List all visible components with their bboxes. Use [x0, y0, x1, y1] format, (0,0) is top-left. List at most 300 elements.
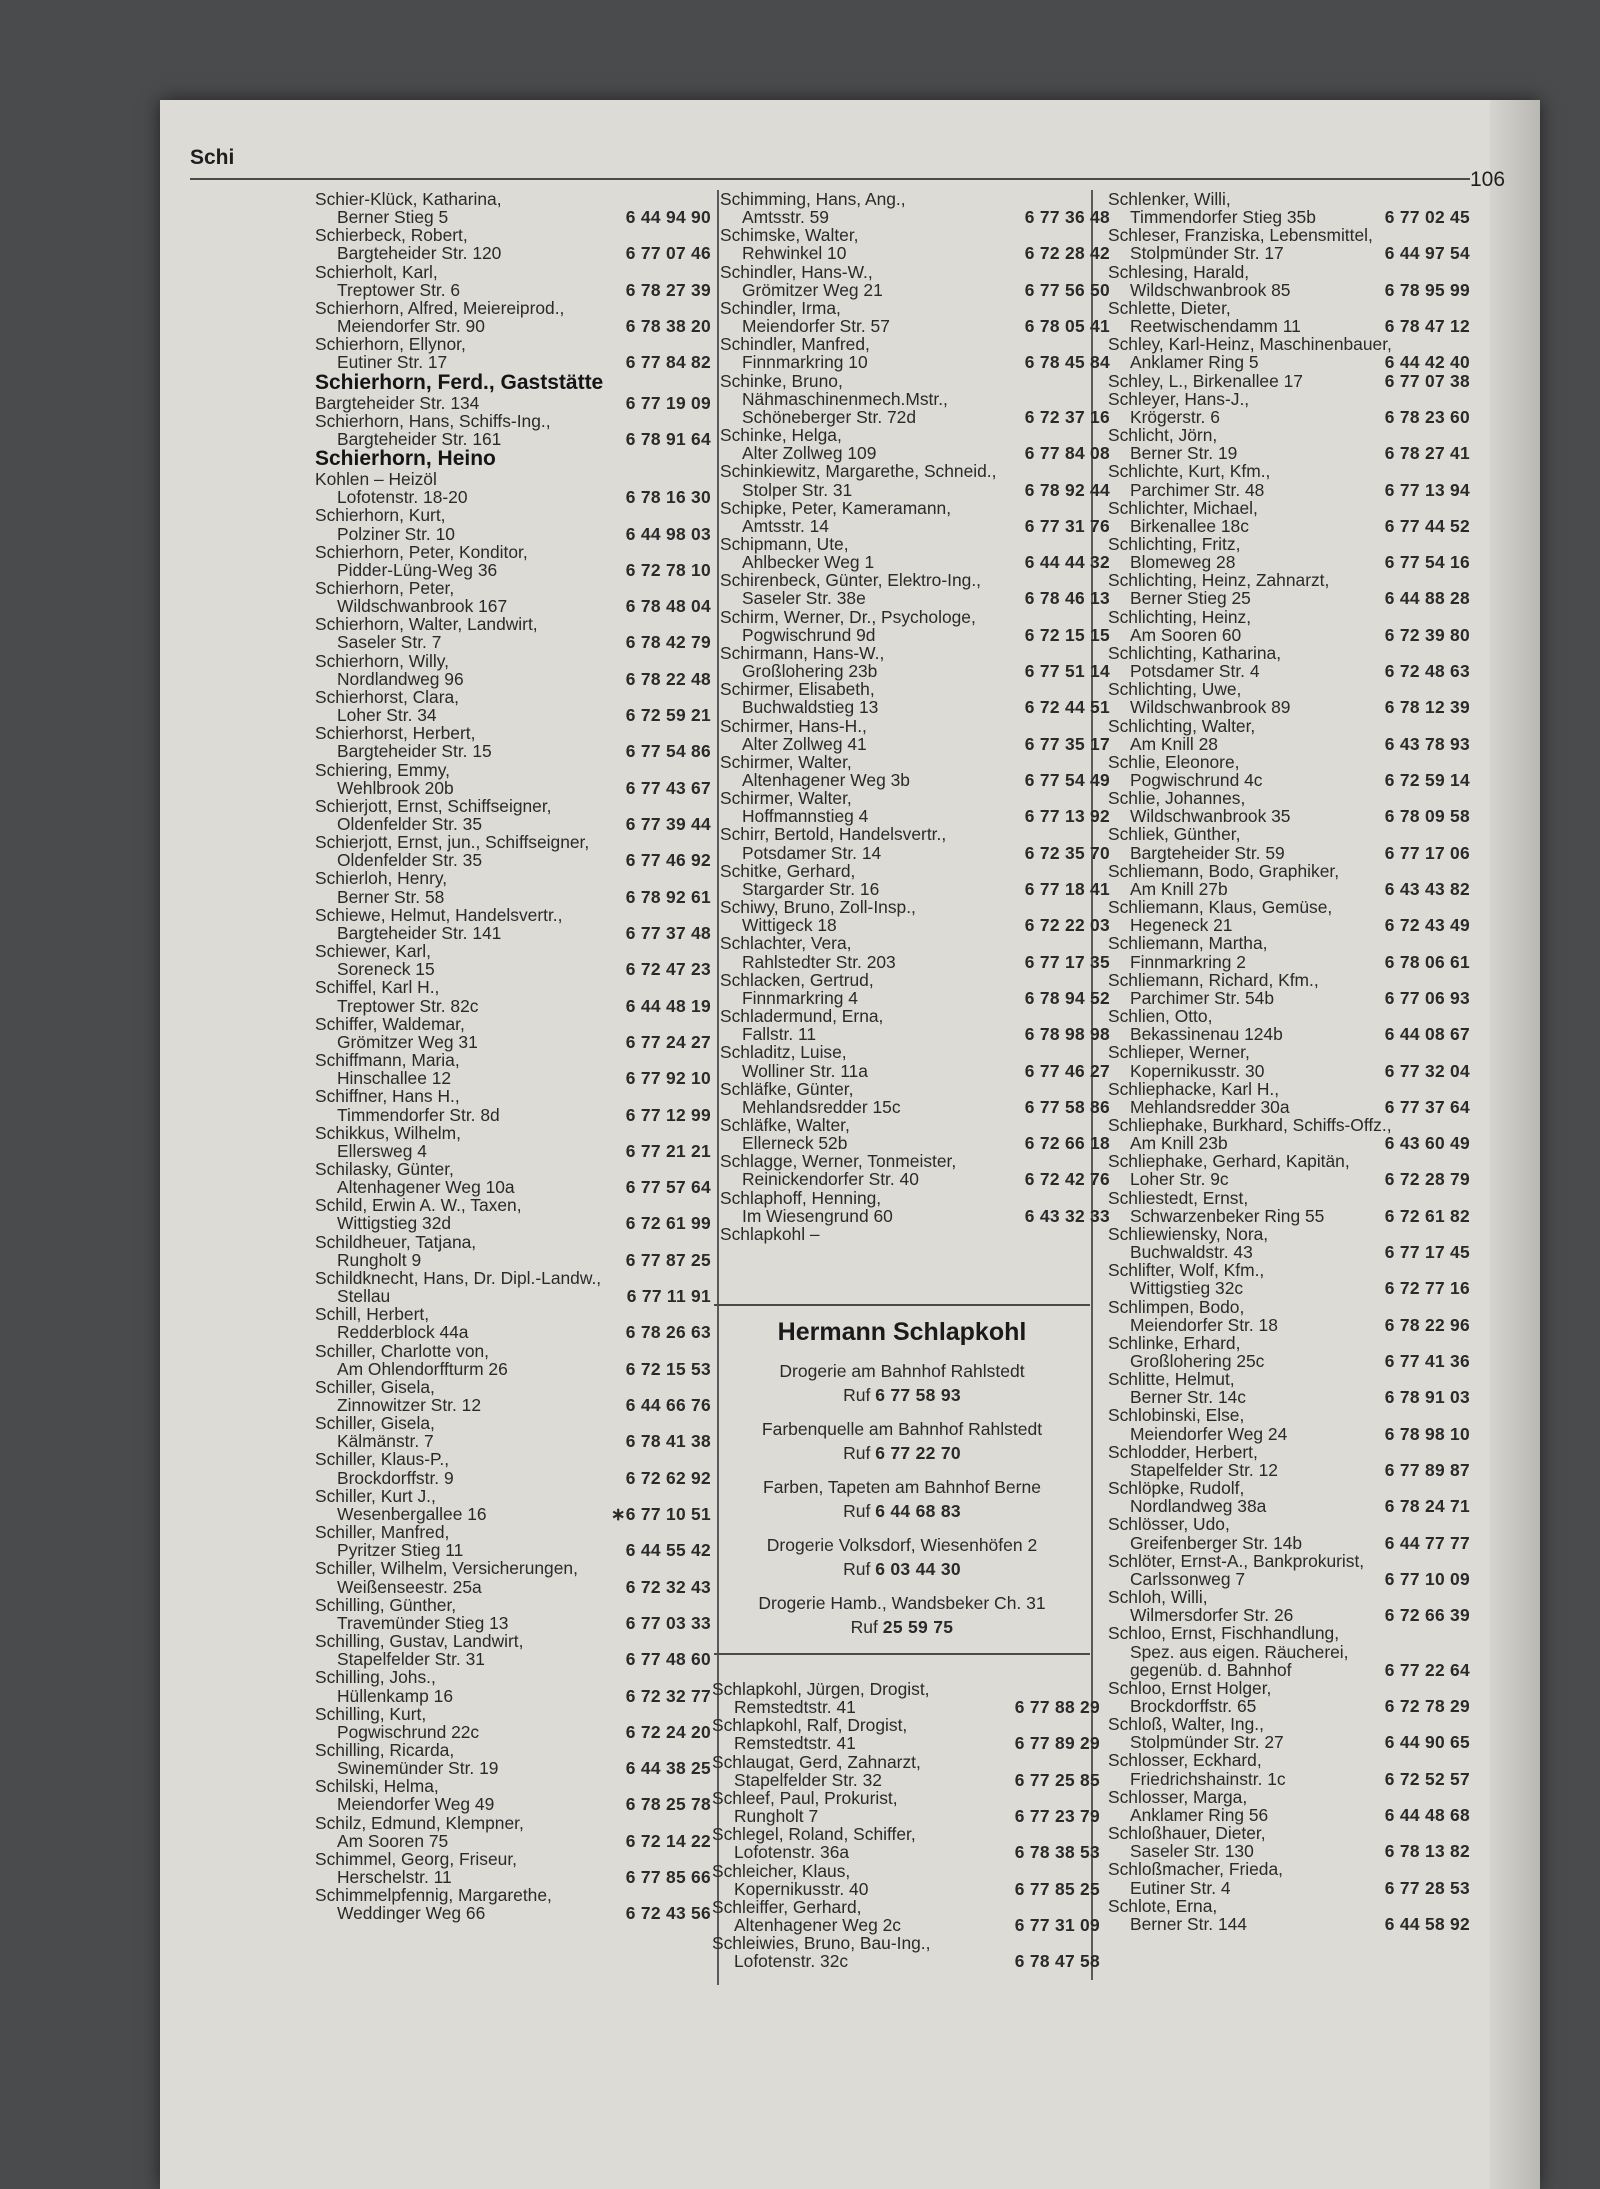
entry-address: Berner Stieg 25	[1130, 588, 1251, 609]
entry-name: Schitke, Gerhard,	[720, 860, 856, 881]
entry-name: Schierhorst, Herbert,	[315, 723, 476, 744]
directory-entry	[712, 1934, 1100, 1970]
entry-address: Nordlandweg 38a	[1130, 1496, 1267, 1517]
entry-phone: 6 77 24 27	[625, 1031, 711, 1052]
entry-name: Schierhorn, Heino	[315, 447, 496, 471]
entry-address: Stapelfelder Str. 32	[734, 1769, 882, 1790]
directory-entry	[720, 535, 1110, 571]
entry-phone: 6 44 97 54	[1384, 243, 1470, 264]
entry-phone: 6 77 23 79	[1014, 1806, 1100, 1827]
entry-phone: 6 77 57 64	[625, 1177, 711, 1198]
directory-entry	[1108, 680, 1470, 716]
entry-address: Hüllenkamp 16	[337, 1685, 454, 1706]
directory-entry	[1108, 862, 1470, 898]
directory-entry	[315, 1414, 711, 1450]
entry-address: Polziner Str. 10	[337, 523, 455, 544]
entry-phone: 6 78 05 41	[1024, 316, 1110, 337]
entry-address: Timmendorfer Str. 8d	[337, 1104, 500, 1125]
entry-address: Ahlbecker Weg 1	[742, 552, 875, 573]
entry-name: Schimmelpfennig, Margarethe,	[315, 1885, 552, 1906]
entry-address: Wildschwanbrook 89	[1130, 697, 1291, 718]
entry-phone: 6 72 43 56	[625, 1903, 711, 1924]
entry-name: Schimming, Hans, Ang.,	[720, 189, 906, 209]
entry-address: Wildschwanbrook 35	[1130, 806, 1291, 827]
entry-name: Schläfke, Günter,	[720, 1078, 854, 1099]
entry-phone: 6 77 19 09	[625, 392, 711, 413]
entry-phone: 6 44 38 25	[625, 1758, 711, 1779]
directory-entry	[720, 971, 1110, 1007]
directory-entry	[1108, 1552, 1470, 1588]
entry-name: Schlie, Johannes,	[1108, 788, 1246, 809]
directory-entry	[1108, 226, 1470, 262]
entry-name: Schiwy, Bruno, Zoll-Insp.,	[720, 897, 916, 918]
entry-phone: 6 78 45 84	[1024, 352, 1110, 373]
entry-name: Schilz, Edmund, Klempner,	[315, 1812, 524, 1833]
entry-name: Schlapkohl –	[720, 1223, 820, 1244]
entry-address: Buchwaldstieg 13	[742, 697, 879, 718]
directory-entry	[315, 1523, 711, 1559]
entry-phone: 6 77 46 92	[625, 850, 711, 871]
entry-phone: 6 43 60 49	[1384, 1133, 1470, 1154]
entry-name: Schiller, Kurt J.,	[315, 1485, 436, 1506]
entry-name: Schlicht, Jörn,	[1108, 425, 1218, 446]
entry-address: Stapelfelder Str. 31	[337, 1649, 485, 1670]
entry-address: Treptower Str. 6	[337, 279, 461, 300]
entry-name: Schierhorn, Peter,	[315, 577, 455, 598]
entry-name: Schlöpke, Rudolf,	[1108, 1478, 1245, 1499]
entry-name: Schiffner, Hans H.,	[315, 1086, 460, 1107]
directory-entry	[1108, 1479, 1470, 1515]
entry-address: Travemünder Stieg 13	[337, 1612, 509, 1633]
directory-entry	[1108, 1043, 1470, 1079]
directory-entry	[315, 978, 711, 1014]
entry-address: Bekassinenau 124b	[1130, 1024, 1283, 1045]
entry-address: Finnmarkring 4	[742, 987, 858, 1008]
entry-name: Schier-Klück, Katharina,	[315, 189, 502, 209]
directory-entry	[1108, 372, 1470, 390]
directory-entry	[720, 263, 1110, 299]
entry-name: Schilling, Kurt,	[315, 1703, 427, 1724]
ad-branch	[714, 1591, 1090, 1639]
entry-name: Schleyer, Hans-J.,	[1108, 388, 1250, 409]
directory-entry	[315, 263, 711, 299]
entry-phone: 6 72 24 20	[625, 1721, 711, 1742]
entry-name: Schipke, Peter, Kameramann,	[720, 497, 952, 518]
entry-phone: 6 78 12 39	[1384, 697, 1470, 718]
entry-name: Schild, Erwin A. W., Taxen,	[315, 1195, 522, 1216]
directory-entry	[1108, 263, 1470, 299]
entry-phone: 6 77 37 48	[625, 922, 711, 943]
entry-name: Schilling, Günther,	[315, 1594, 457, 1615]
directory-entry	[315, 615, 711, 651]
entry-name: Schlifter, Wolf, Kfm.,	[1108, 1260, 1265, 1281]
entry-address: Kopernikusstr. 40	[734, 1878, 869, 1899]
entry-name: Schloßmacher, Frieda,	[1108, 1859, 1283, 1880]
entry-name: Schleicher, Klaus,	[712, 1860, 851, 1881]
directory-entry	[712, 1825, 1100, 1861]
entry-phone: 6 78 25 78	[625, 1794, 711, 1815]
entry-phone: 6 77 17 35	[1024, 951, 1110, 972]
ad-ruf-label: Ruf	[843, 1443, 871, 1463]
entry-name: Schlichting, Heinz,	[1108, 606, 1252, 627]
entry-phone: 6 77 18 41	[1024, 878, 1110, 899]
directory-entry	[720, 717, 1110, 753]
entry-name: Schlenker, Willi,	[1108, 189, 1231, 209]
entry-phone: 6 77 25 85	[1014, 1769, 1100, 1790]
entry-phone: 6 77 39 44	[625, 814, 711, 834]
entry-phone: 6 77 46 27	[1024, 1060, 1110, 1081]
entry-address: Redderblock 44a	[337, 1322, 469, 1343]
directory-entry	[1108, 1715, 1470, 1751]
entry-name: Schliemann, Klaus, Gemüse,	[1108, 897, 1333, 918]
ad-branch-phone: 25 59 75	[882, 1617, 954, 1637]
entry-name: Schirmer, Walter,	[720, 751, 852, 772]
directory-entry	[315, 1196, 711, 1232]
entry-name: Schinke, Bruno,	[720, 370, 843, 391]
ad-top-rule	[714, 1304, 1090, 1306]
entry-name: Schlote, Erna,	[1108, 1895, 1218, 1916]
entry-address: Altenhagener Weg 2c	[734, 1915, 901, 1936]
entry-address: Alter Zollweg 109	[742, 443, 877, 464]
entry-address: Stapelfelder Str. 12	[1130, 1459, 1278, 1480]
entry-name: Schiffer, Waldemar,	[315, 1013, 465, 1034]
directory-entry	[315, 761, 711, 797]
entry-name: Schierloh, Henry,	[315, 868, 448, 889]
entry-address: Meiendorfer Str. 90	[337, 316, 485, 337]
entry-name: Schinke, Helga,	[720, 425, 842, 446]
entry-phone: 6 44 42 40	[1384, 352, 1470, 373]
entry-address: Remstedtstr. 41	[734, 1733, 856, 1754]
directory-entry	[720, 789, 1110, 825]
directory-entry	[1108, 1588, 1470, 1624]
entry-address: Weißenseestr. 25a	[337, 1576, 482, 1597]
entry-address: Wittigstieg 32d	[337, 1213, 452, 1234]
entry-name: Schiewe, Helmut, Handelsvertr.,	[315, 904, 563, 925]
directory-entry	[315, 1233, 711, 1269]
entry-name: Schliephake, Gerhard, Kapitän,	[1108, 1151, 1350, 1172]
directory-entry	[1108, 1189, 1470, 1225]
entry-name: Schloo, Ernst, Fischhandlung,	[1108, 1623, 1340, 1644]
entry-name: Schiller, Gisela,	[315, 1376, 435, 1397]
directory-entry	[720, 1152, 1110, 1188]
directory-entry	[1108, 1751, 1470, 1787]
entry-phone: 6 72 15 15	[1024, 624, 1110, 645]
ad-branch-text: Farben, Tapeten am Bahnhof Berne	[763, 1477, 1041, 1497]
directory-entry	[315, 543, 711, 579]
entry-address: Stolper Str. 31	[742, 479, 853, 500]
entry-name: Schliephacke, Karl H.,	[1108, 1078, 1280, 1099]
directory-entry	[1108, 462, 1470, 498]
directory-entry	[1108, 789, 1470, 825]
entry-address: Schöneberger Str. 72d	[742, 406, 917, 427]
entry-phone: 6 77 17 06	[1384, 842, 1470, 863]
entry-phone: 6 77 02 45	[1384, 207, 1470, 228]
entry-phone: 6 72 47 23	[625, 959, 711, 980]
directory-entry	[315, 942, 711, 978]
entry-address: Rahlstedter Str. 203	[742, 951, 896, 972]
entry-name: Schilling, Ricarda,	[315, 1739, 455, 1760]
directory-entry	[315, 1378, 711, 1414]
directory-entry	[1108, 1334, 1470, 1370]
entry-phone: 6 77 89 29	[1014, 1733, 1100, 1754]
entry-phone: 6 78 38 53	[1014, 1842, 1100, 1863]
page-number: 106	[1470, 168, 1506, 191]
directory-entry	[315, 1305, 711, 1341]
entry-name: Schlagge, Werner, Tonmeister,	[720, 1151, 957, 1172]
directory-entry	[315, 688, 711, 724]
entry-address: Krögerstr. 6	[1130, 406, 1220, 427]
entry-name: Schierjott, Ernst, jun., Schiffseigner,	[315, 832, 590, 853]
entry-name: Schlinke, Erhard,	[1108, 1332, 1241, 1353]
directory-entry	[315, 797, 711, 833]
entry-phone: 6 77 17 45	[1384, 1242, 1470, 1263]
entry-phone: 6 44 08 67	[1384, 1024, 1470, 1045]
entry-phone: 6 78 42 79	[625, 632, 711, 653]
entry-name: Schikkus, Wilhelm,	[315, 1122, 461, 1143]
directory-entry	[1108, 1080, 1470, 1116]
directory-entry	[712, 1680, 1100, 1716]
entry-name: Schlichte, Kurt, Kfm.,	[1108, 461, 1271, 482]
entry-phone: 6 72 28 79	[1384, 1169, 1470, 1190]
directory-entry	[1108, 1370, 1470, 1406]
page-edge	[1490, 100, 1540, 2189]
entry-address: Wildschwanbrook 85	[1130, 279, 1291, 300]
entry-address: Loher Str. 34	[337, 705, 437, 726]
entry-phone: 6 77 85 25	[1014, 1878, 1100, 1899]
entry-address: Meiendorfer Weg 49	[337, 1794, 495, 1815]
directory-entry	[315, 299, 711, 335]
entry-name: Schlodder, Herbert,	[1108, 1441, 1258, 1462]
entry-phone: 6 77 13 94	[1384, 479, 1470, 500]
entry-phone: 6 78 46 13	[1024, 588, 1110, 609]
directory-entry	[315, 1741, 711, 1777]
entry-name: Schlichting, Heinz, Zahnarzt,	[1108, 570, 1330, 591]
directory-entry	[1108, 898, 1470, 934]
ad-branch-text: Drogerie Volksdorf, Wiesenhöfen 2	[766, 1535, 1038, 1555]
entry-phone: 6 44 44 32	[1024, 552, 1110, 573]
entry-address: Eutiner Str. 4	[1130, 1877, 1231, 1898]
entry-name: Schlaugat, Gerd, Zahnarzt,	[712, 1751, 921, 1772]
directory-entry	[1108, 299, 1470, 335]
entry-phone: 6 77 31 09	[1014, 1915, 1100, 1936]
directory-entry	[315, 1015, 711, 1051]
entry-name: Schlesing, Harald,	[1108, 261, 1250, 282]
directory-entry	[315, 448, 711, 506]
entry-name: Schliephake, Burkhard, Schiffs-Offz.,	[1108, 1114, 1392, 1135]
entry-name: Schilling, Gustav, Landwirt,	[315, 1631, 524, 1652]
entry-phone: 6 77 03 33	[625, 1612, 711, 1633]
ad-ruf-label: Ruf	[850, 1617, 878, 1637]
entry-address: Rungholt 9	[337, 1249, 422, 1270]
directory-entry	[720, 226, 1110, 262]
entry-phone: 6 72 66 18	[1024, 1133, 1110, 1154]
entry-phone: 6 78 92 44	[1024, 479, 1110, 500]
ad-ruf-label: Ruf	[843, 1501, 871, 1521]
entry-address: Parchimer Str. 48	[1130, 479, 1265, 500]
entry-name: Schierjott, Ernst, Schiffseigner,	[315, 795, 552, 816]
directory-entry	[1108, 1860, 1470, 1896]
ad-bottom-rule	[714, 1653, 1090, 1655]
entry-address: Großlohering 23b	[742, 661, 878, 682]
entry-address: Blomeweg 28	[1130, 552, 1236, 573]
entry-address: Wildschwanbrook 167	[337, 596, 508, 617]
entry-phone: 6 77 84 08	[1024, 443, 1110, 464]
entry-address: Saseler Str. 38e	[742, 588, 866, 609]
directory-entry	[720, 608, 1110, 644]
entry-address: Mehlandsredder 30a	[1130, 1096, 1290, 1117]
entry-name: Schlösser, Udo,	[1108, 1514, 1230, 1535]
entry-address: Parchimer Str. 54b	[1130, 987, 1275, 1008]
entry-address: Anklamer Ring 5	[1130, 352, 1259, 373]
directory-entry	[315, 1705, 711, 1741]
entry-address: Stolpmünder Str. 27	[1130, 1732, 1284, 1753]
entry-name: Schilasky, Günter,	[315, 1158, 454, 1179]
entry-phone: 6 72 28 42	[1024, 243, 1110, 264]
directory-entry	[720, 753, 1110, 789]
entry-name: Schindler, Hans-W.,	[720, 261, 873, 282]
entry-phone: 6 77 07 46	[625, 243, 711, 264]
directory-entry	[315, 1559, 711, 1595]
entry-name: Schlette, Dieter,	[1108, 297, 1231, 318]
entry-name: Schill, Herbert,	[315, 1304, 430, 1325]
entry-name: Schleiwies, Bruno, Bau-Ing.,	[712, 1933, 931, 1954]
entry-name: Schiller, Wilhelm, Versicherungen,	[315, 1558, 578, 1579]
entry-phone: 6 72 78 10	[625, 559, 711, 580]
entry-phone: 6 78 41 38	[625, 1431, 711, 1452]
directory-entry	[1108, 535, 1470, 571]
directory-entry	[315, 1487, 711, 1523]
entry-phone: 6 77 22 64	[1384, 1659, 1470, 1680]
entry-name: Schierbeck, Robert,	[315, 225, 468, 246]
directory-entry	[1108, 571, 1470, 607]
entry-name: Schley, Karl-Heinz, Maschinenbauer,	[1108, 334, 1392, 355]
entry-phone: 6 77 28 53	[1384, 1877, 1470, 1898]
directory-entry	[720, 1189, 1110, 1225]
entry-address: Wittigeck 18	[742, 915, 837, 936]
entry-phone: 6 78 09 58	[1384, 806, 1470, 827]
directory-entry	[315, 1632, 711, 1668]
directory-entry	[315, 1777, 711, 1813]
entry-phone: 6 72 61 99	[625, 1213, 711, 1234]
directory-entry	[1108, 825, 1470, 861]
directory-entry	[720, 426, 1110, 462]
entry-name: Schilski, Helma,	[315, 1776, 439, 1797]
entry-phone: 6 78 23 60	[1384, 406, 1470, 427]
entry-name: Schlosser, Eckhard,	[1108, 1750, 1262, 1771]
entry-name: Schierhorst, Clara,	[315, 686, 460, 707]
entry-phone: 6 44 88 28	[1384, 588, 1470, 609]
entry-name: Schleiffer, Gerhard,	[712, 1896, 862, 1917]
entry-address: Bargteheider Str. 120	[337, 243, 502, 264]
entry-name: Schirr, Bertold, Handelsvertr.,	[720, 824, 947, 845]
directory-entry	[315, 190, 711, 226]
ad-branch	[714, 1533, 1090, 1581]
entry-address: Stolpmünder Str. 17	[1130, 243, 1284, 264]
entry-phone: ∗6 77 10 51	[610, 1503, 711, 1524]
directory-entry	[712, 1753, 1100, 1789]
directory-entry	[720, 644, 1110, 680]
entry-name: Schleser, Franziska, Lebensmittel,	[1108, 225, 1373, 246]
entry-address: Oldenfelder Str. 35	[337, 814, 483, 834]
directory-entry	[720, 462, 1110, 498]
entry-name: Schlegel, Roland, Schiffer,	[712, 1824, 916, 1845]
entry-name: Schierhorn, Willy,	[315, 650, 450, 671]
directory-entry	[1108, 390, 1470, 426]
entry-name: Schlachter, Vera,	[720, 933, 852, 954]
directory-entry	[712, 1898, 1100, 1934]
entry-address: Anklamer Ring 56	[1130, 1804, 1269, 1825]
entry-address: Finnmarkring 2	[1130, 951, 1246, 972]
entry-phone: 6 78 95 99	[1384, 279, 1470, 300]
entry-address: Brockdorffstr. 65	[1130, 1695, 1257, 1716]
entry-address: Meiendorfer Weg 24	[1130, 1423, 1288, 1444]
entry-name: Schlichting, Katharina,	[1108, 642, 1282, 663]
entry-phone: 6 77 85 66	[625, 1867, 711, 1888]
entry-phone: 6 78 92 61	[625, 886, 711, 907]
directory-entry	[720, 1007, 1110, 1043]
entry-name: Schildheuer, Tatjana,	[315, 1231, 477, 1252]
directory-entry	[1108, 1443, 1470, 1479]
directory-entry	[315, 1160, 711, 1196]
directory-entry	[1108, 971, 1470, 1007]
entry-address: Finnmarkring 10	[742, 352, 868, 373]
entry-address: Grömitzer Weg 21	[742, 279, 883, 300]
directory-entry	[1108, 1298, 1470, 1334]
entry-name: Schliek, Günther,	[1108, 824, 1241, 845]
ad-branch-phone: 6 44 68 83	[875, 1501, 961, 1521]
directory-entry	[315, 1087, 711, 1123]
entry-phone: 6 43 43 82	[1384, 878, 1470, 899]
entry-name: Schlie, Eleonore,	[1108, 751, 1240, 772]
entry-phone: 6 44 48 19	[625, 995, 711, 1016]
entry-address: Timmendorfer Stieg 35b	[1130, 207, 1316, 228]
entry-address: Am Knill 28	[1130, 733, 1218, 754]
entry-phone: 6 77 41 36	[1384, 1351, 1470, 1371]
entry-name: Schiller, Manfred,	[315, 1522, 450, 1543]
entry-address: Pyritzer Stieg 11	[337, 1540, 464, 1561]
directory-entry	[315, 226, 711, 262]
entry-address: Ellersweg 4	[337, 1140, 427, 1161]
entry-name: Schley, L., Birkenallee 17	[1108, 370, 1303, 391]
entry-name: Schlaphoff, Henning,	[720, 1187, 882, 1208]
directory-entry	[315, 906, 711, 942]
entry-phone: 6 44 55 42	[625, 1540, 711, 1561]
entry-address: Pidder-Lüng-Weg 36	[337, 559, 498, 580]
directory-entry	[720, 190, 1110, 226]
entry-name: Schliemann, Bodo, Graphiker,	[1108, 860, 1340, 881]
entry-name: Schirm, Werner, Dr., Psychologe,	[720, 606, 976, 627]
entry-address: gegenüb. d. Bahnhof	[1130, 1659, 1292, 1680]
entry-address: Wittigstieg 32c	[1130, 1278, 1244, 1299]
entry-name: Schlosser, Marga,	[1108, 1786, 1248, 1807]
ad-items	[714, 1359, 1090, 1639]
entry-name: Schirmer, Hans-H.,	[720, 715, 867, 736]
entry-address: Soreneck 15	[337, 959, 435, 980]
entry-phone: 6 72 59 21	[625, 705, 711, 726]
entry-phone: 6 43 78 93	[1384, 733, 1470, 754]
entry-address: Kälmänstr. 7	[337, 1431, 434, 1452]
entry-address: Ellerneck 52b	[742, 1133, 848, 1154]
entry-name: Schlacken, Gertrud,	[720, 969, 874, 990]
directory-entry	[1108, 717, 1470, 753]
entry-phone: 6 77 32 04	[1384, 1060, 1470, 1081]
ad-title: Hermann Schlapkohl	[777, 1318, 1027, 1346]
entry-address: Stellau	[337, 1286, 391, 1307]
directory-entry	[720, 499, 1110, 535]
entry-address: Hinschallee 12	[337, 1068, 452, 1089]
directory-entry	[315, 1596, 711, 1632]
entry-name: Schiering, Emmy,	[315, 759, 450, 780]
